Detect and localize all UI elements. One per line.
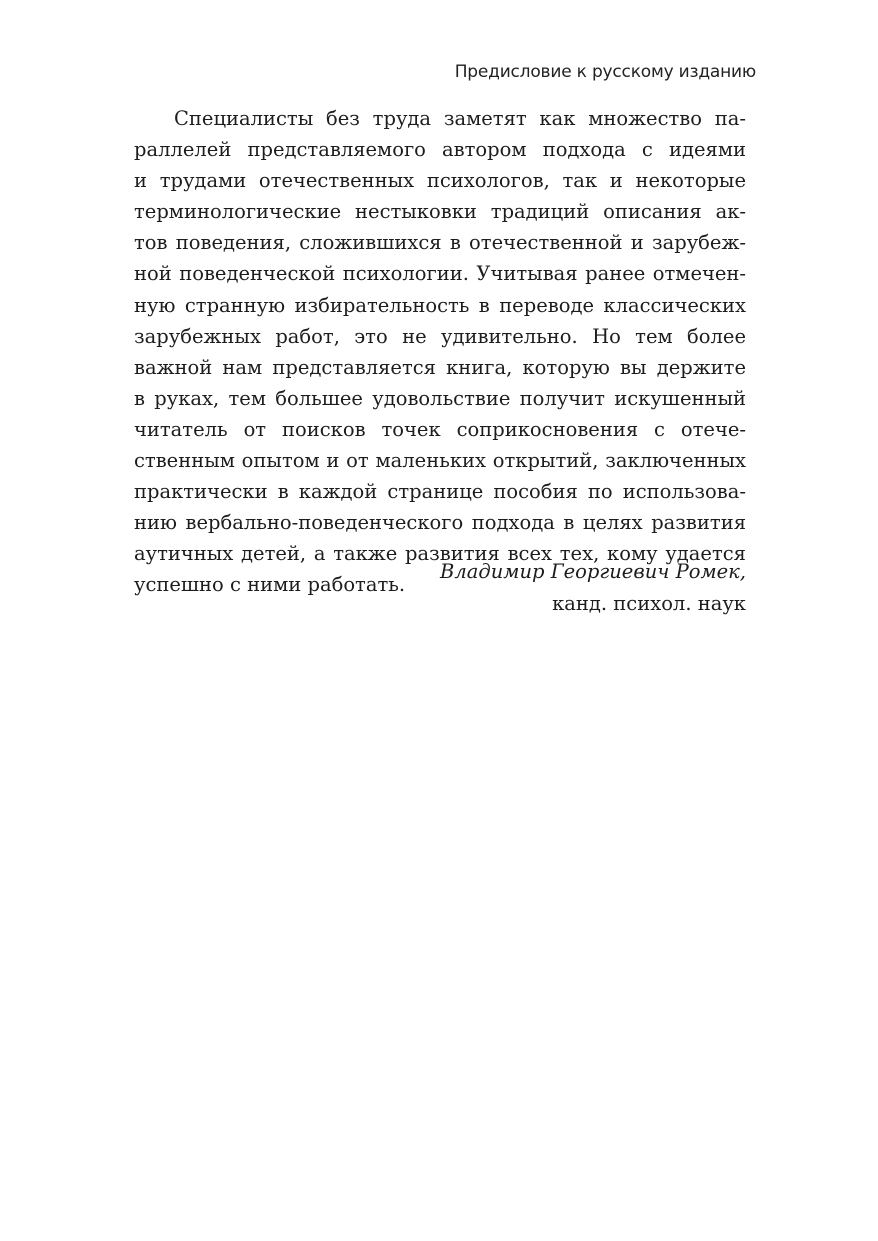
- paragraph-line: успешно с ними работать.: [134, 573, 406, 597]
- author-degree: канд. психол. наук: [552, 591, 746, 615]
- paragraph-line: ственным опытом и от маленьких открытий, заключенных: [134, 449, 746, 473]
- running-header: Предисловие к русскому изданию: [454, 62, 756, 82]
- paragraph-line: ной поведенческой психологии. Учитывая ранее отмечен-: [134, 262, 746, 286]
- signature-block: [440, 556, 746, 619]
- paragraph-line: нию вербально-поведенческого подхода в целях развития: [134, 511, 746, 535]
- paragraph-line: важной нам представляется книга, которую вы держите: [134, 355, 746, 379]
- paragraph-line: ную странную избирательность в переводе классических: [134, 293, 746, 317]
- body-paragraph: [134, 103, 746, 601]
- paragraph-line: терминологические нестыковки традиций описания ак-: [134, 200, 746, 224]
- paragraph-line: практически в каждой странице пособия по использова-: [134, 480, 746, 504]
- paragraph-line: Специалисты без труда заметят как множество па-: [174, 107, 746, 130]
- paragraph-line: зарубежных работ, это не удивительно. Но тем более: [134, 324, 746, 348]
- paragraph-line: читатель от поисков точек соприкосновения с отече-: [134, 417, 746, 441]
- paragraph-line: в руках, тем большее удовольствие получит искушенный: [134, 386, 746, 410]
- author-name: Владимир Георгиевич Ромек,: [440, 560, 746, 583]
- paragraph-line: раллелей представляемого автором подхода с идеями: [134, 138, 746, 162]
- paragraph-line: аутичных детей, а также развития всех тех, кому удается: [134, 542, 746, 566]
- paragraph-line: и трудами отечественных психологов, так и некоторые: [134, 169, 746, 193]
- paragraph-line: тов поведения, сложившихся в отечественной и зарубеж-: [134, 231, 746, 255]
